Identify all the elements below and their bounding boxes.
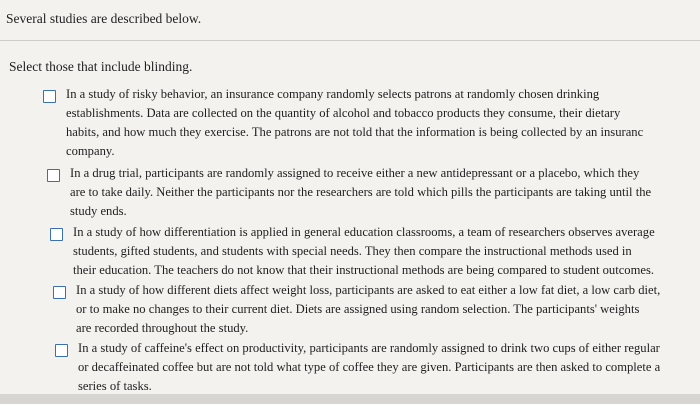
option-2-checkbox[interactable] [47,169,60,182]
option-5-line-2: or decaffeinated coffee but are not told what type of coffee they are given. Participants are then asked to complete a [78,360,661,374]
option-3-label[interactable] [73,223,655,280]
option-4-label[interactable] [76,281,660,338]
bottom-edge-shade [0,394,700,404]
option-1-line-4: company. [66,144,115,158]
option-5-checkbox[interactable] [55,344,68,357]
option-5-line-3: series of tasks. [78,379,152,393]
option-2-line-2: are to take daily. Neither the participants nor the researchers are told which pills the participants are taking until the [70,185,652,199]
option-2-line-3: study ends. [70,204,127,218]
option-2-line-1: In a drug trial, participants are randomly assigned to receive either a new antidepressant or a placebo, which they [70,166,640,180]
option-1-line-3: habits, and how much they exercise. The patrons are not told that the information is being collected by an insuranc [66,125,644,139]
option-1-line-2: establishments. Data are collected on the quantity of alcohol and tobacco products they consume, their dietary [66,106,621,120]
intro-text: Several studies are described below. [6,11,202,26]
option-4-checkbox[interactable] [53,286,66,299]
option-3-line-3: their education. The teachers do not know that their instructional methods are being compared to student outcomes. [73,263,655,277]
option-3-line-2: students, gifted students, and students with special needs. They then compare the instructional methods used in [73,244,632,258]
option-2-label[interactable] [70,164,651,221]
option-4-line-1: In a study of how different diets affect weight loss, participants are asked to eat either a low fat diet, a low carb diet, [76,283,661,297]
option-3-checkbox[interactable] [50,228,63,241]
question-prompt: Select those that include blinding. [9,59,193,74]
option-1-checkbox[interactable] [43,90,56,103]
option-4-line-2: or to make no changes to their current diet. Diets are assigned using random selection. The participants' weights [76,302,640,316]
option-3-line-1: In a study of how differentiation is applied in general education classrooms, a team of researchers observes average [73,225,655,239]
option-4-line-3: are recorded throughout the study. [76,321,249,335]
option-5-label[interactable] [78,339,660,396]
option-1-label[interactable] [66,85,643,161]
option-5-line-1: In a study of caffeine's effect on productivity, participants are randomly assigned to drink two cups of either regular [78,341,660,355]
option-1-line-1: In a study of risky behavior, an insurance company randomly selects patrons at randomly chosen drinking [66,87,600,101]
